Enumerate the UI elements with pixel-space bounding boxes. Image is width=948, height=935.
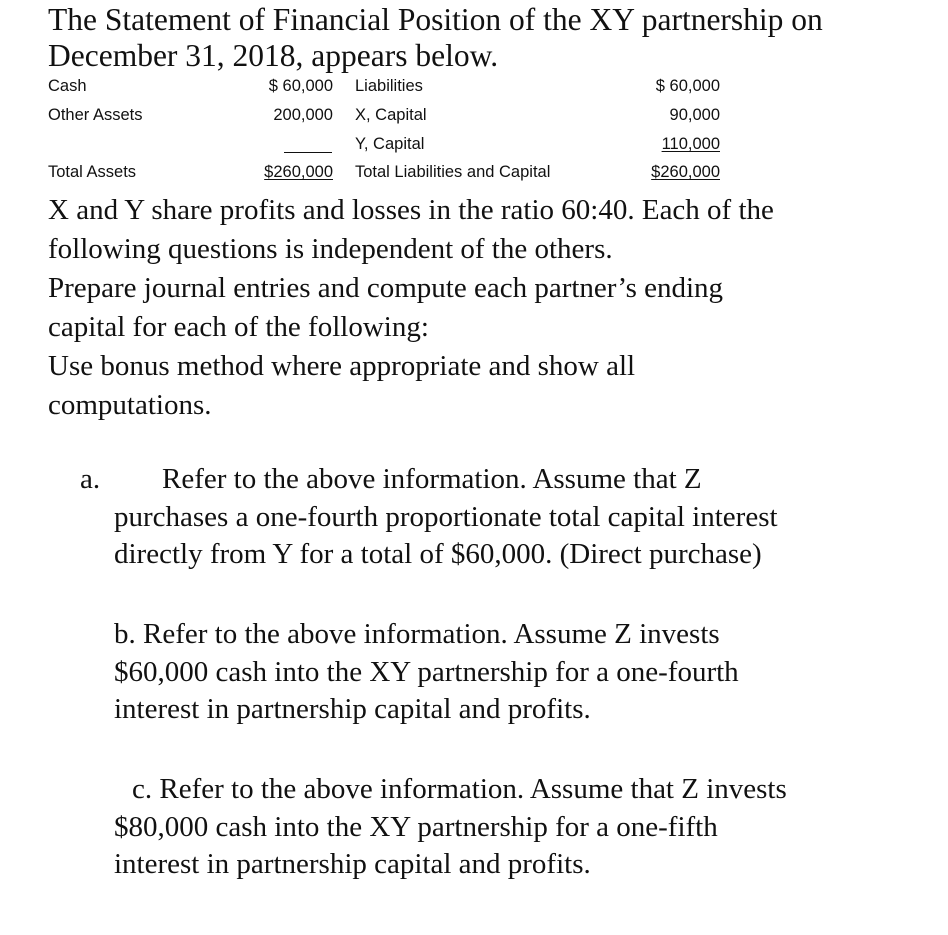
intro-line: following questions is independent of the others. [48, 233, 613, 265]
question-line: $80,000 cash into the XY partnership for a one-fifth [114, 810, 718, 843]
question-b [114, 616, 914, 729]
table-cell-value: $ 60,000 [655, 77, 720, 95]
intro-line: Use bonus method where appropriate and show all [48, 350, 636, 382]
intro-line: X and Y share profits and losses in the ratio 60:40. Each of the [48, 194, 774, 226]
table-cell-label: Liabilities [355, 77, 423, 95]
table-cell-value [600, 134, 720, 154]
underline-rule [284, 152, 332, 153]
table-cell-value [600, 162, 720, 182]
title-line-2: December 31, 2018, appears below. [48, 38, 499, 73]
underlined-value: $260,000 [651, 163, 720, 181]
table-cell-value: 90,000 [669, 106, 720, 124]
table-cell-label: X, Capital [355, 106, 427, 124]
question-line: c. Refer to the above information. Assume that Z invests [132, 773, 787, 805]
table-cell-label: Y, Capital [355, 135, 425, 153]
intro-line: Prepare journal entries and compute each partner’s ending [48, 272, 724, 304]
page-title [48, 2, 928, 74]
intro-line: capital for each of the following: [48, 311, 429, 343]
table-cell-value [220, 162, 333, 182]
table-cell-label: Total Liabilities and Capital [355, 163, 551, 181]
question-line: interest in partnership capital and profits. [114, 848, 591, 880]
table-cell-label: Other Assets [48, 106, 143, 124]
title-line-1: The Statement of Financial Position of the XY partnership on [48, 2, 823, 37]
underlined-value: $260,000 [264, 163, 333, 181]
instructions-paragraph [48, 191, 928, 425]
question-line: purchases a one-fourth proportionate total capital interest [114, 500, 778, 533]
intro-line: computations. [48, 389, 212, 421]
question-line: $60,000 cash into the XY partnership for a one-fourth [114, 655, 739, 688]
question-a [114, 461, 914, 574]
table-cell-label: Cash [48, 77, 87, 95]
question-c [114, 771, 914, 884]
question-line: Refer to the above information. Assume that Z [162, 463, 702, 495]
underlined-value: 110,000 [661, 135, 720, 153]
table-cell-value: 200,000 [273, 106, 333, 124]
table-cell-value: $ 60,000 [268, 77, 333, 95]
question-line: b. Refer to the above information. Assume Z invests [114, 618, 720, 650]
question-line: interest in partnership capital and profits. [114, 693, 591, 725]
question-a-marker: a. [80, 463, 101, 495]
table-cell-label: Total Assets [48, 163, 137, 181]
question-line: directly from Y for a total of $60,000. (Direct purchase) [114, 538, 762, 570]
